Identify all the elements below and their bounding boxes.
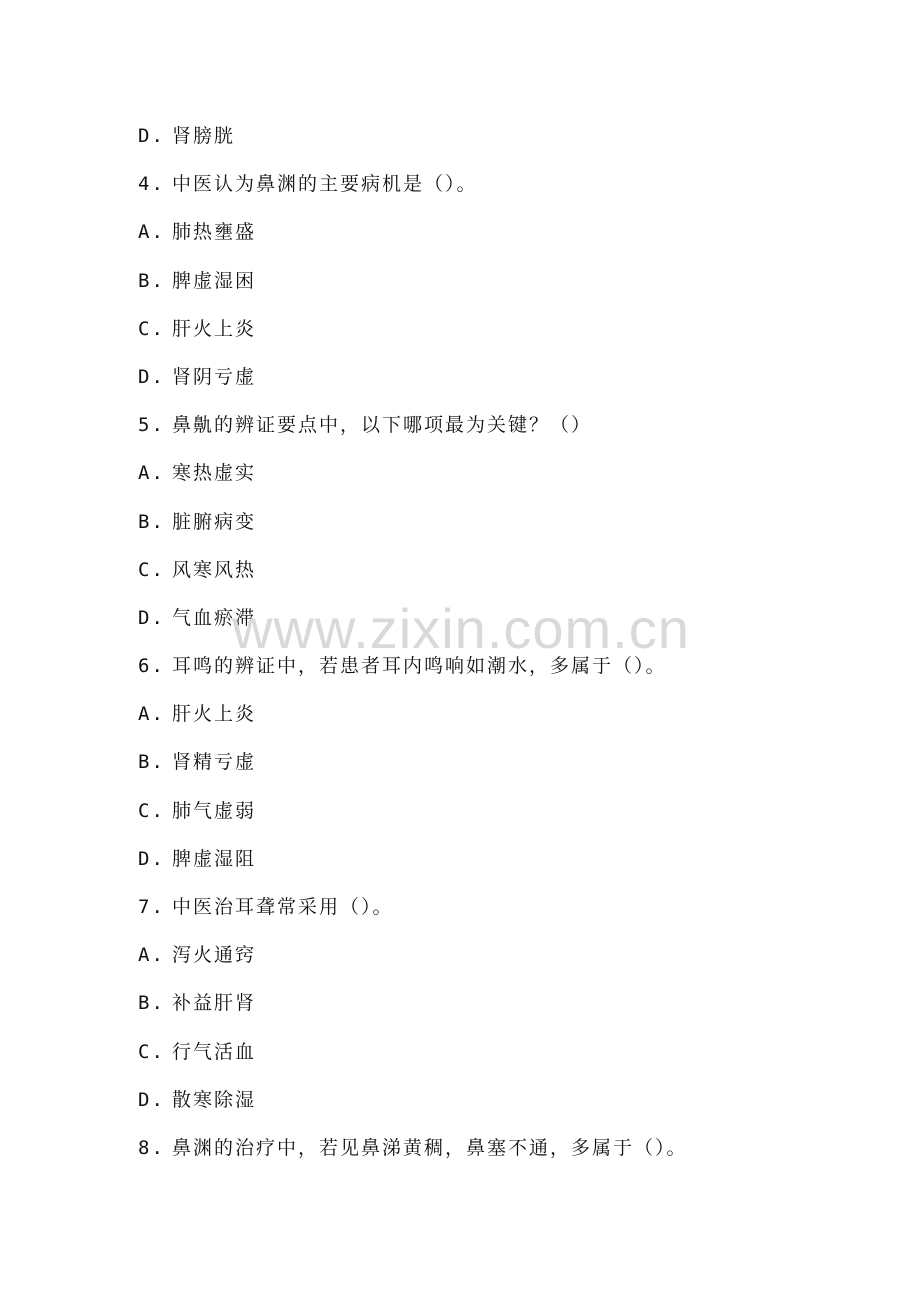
option-line: [138, 600, 858, 648]
option-line: [138, 985, 858, 1033]
option-text: 泻火通窍: [172, 944, 257, 967]
option-line: [138, 1034, 858, 1082]
option-line: [138, 552, 858, 600]
option-marker: D.: [138, 847, 165, 870]
option-line: [138, 937, 858, 985]
option-text: 寒热虚实: [172, 462, 257, 485]
option-text: 散寒除湿: [172, 1088, 257, 1111]
question-number: 6.: [138, 655, 165, 678]
question-line: [138, 407, 858, 455]
option-line: [138, 1082, 858, 1130]
option-marker: D.: [138, 1088, 165, 1111]
option-text: 行气活血: [172, 1040, 257, 1063]
question-text: 鼻渊的治疗中，若见鼻涕黄稠，鼻塞不通，多属于（）。: [172, 1136, 688, 1159]
question-line: [138, 1130, 858, 1178]
question-line: [138, 648, 858, 696]
option-line: [138, 263, 858, 311]
question-number: 5.: [138, 414, 165, 437]
option-marker: B.: [138, 269, 165, 292]
option-line: [138, 696, 858, 744]
option-marker: B.: [138, 510, 165, 533]
question-number: 8.: [138, 1136, 165, 1159]
option-marker: D.: [138, 606, 165, 629]
option-text: 肾阴亏虚: [172, 365, 257, 388]
option-text: 肺气虚弱: [172, 799, 257, 822]
option-marker: B.: [138, 751, 165, 774]
question-number: 4.: [138, 173, 165, 196]
option-text: 肺热壅盛: [172, 221, 257, 244]
option-line: [138, 214, 858, 262]
option-line: [138, 359, 858, 407]
question-text: 中医治耳聋常采用（）。: [172, 896, 394, 918]
option-marker: B.: [138, 992, 165, 1015]
option-text: 脾虚湿阻: [172, 847, 257, 870]
option-line: [138, 311, 858, 359]
option-text: 脏腑病变: [172, 510, 257, 533]
option-line: [138, 118, 858, 166]
question-number: 7.: [138, 896, 165, 918]
question-text: 鼻鼽的辨证要点中，以下哪项最为关键？（）: [172, 414, 593, 437]
option-marker: C.: [138, 1040, 165, 1063]
option-marker: A.: [138, 462, 165, 485]
option-text: 肾膀胱: [172, 125, 236, 147]
question-line: [138, 889, 858, 937]
option-text: 肝火上炎: [172, 317, 257, 340]
option-text: 风寒风热: [172, 558, 257, 581]
option-text: 气血瘀滞: [172, 606, 257, 629]
question-text: 中医认为鼻渊的主要病机是（）。: [172, 173, 478, 196]
option-marker: D.: [138, 365, 165, 388]
option-line: [138, 744, 858, 792]
question-list: [138, 118, 858, 1178]
option-line: [138, 455, 858, 503]
option-line: [138, 793, 858, 841]
option-line: [138, 504, 858, 552]
option-marker: A.: [138, 944, 165, 967]
option-marker: C.: [138, 799, 165, 822]
question-text: 耳鸣的辨证中，若患者耳内鸣响如潮水，多属于（）。: [172, 655, 667, 678]
option-text: 肾精亏虚: [172, 751, 257, 774]
question-line: [138, 166, 858, 214]
option-marker: C.: [138, 317, 165, 340]
option-marker: D.: [138, 125, 165, 147]
option-text: 肝火上炎: [172, 703, 257, 726]
option-line: [138, 841, 858, 889]
option-marker: A.: [138, 703, 165, 726]
option-text: 补益肝肾: [172, 992, 257, 1015]
option-marker: A.: [138, 221, 165, 244]
option-text: 脾虚湿困: [172, 269, 257, 292]
watermark: www.zixin.com.cn: [232, 597, 690, 660]
option-marker: C.: [138, 558, 165, 581]
